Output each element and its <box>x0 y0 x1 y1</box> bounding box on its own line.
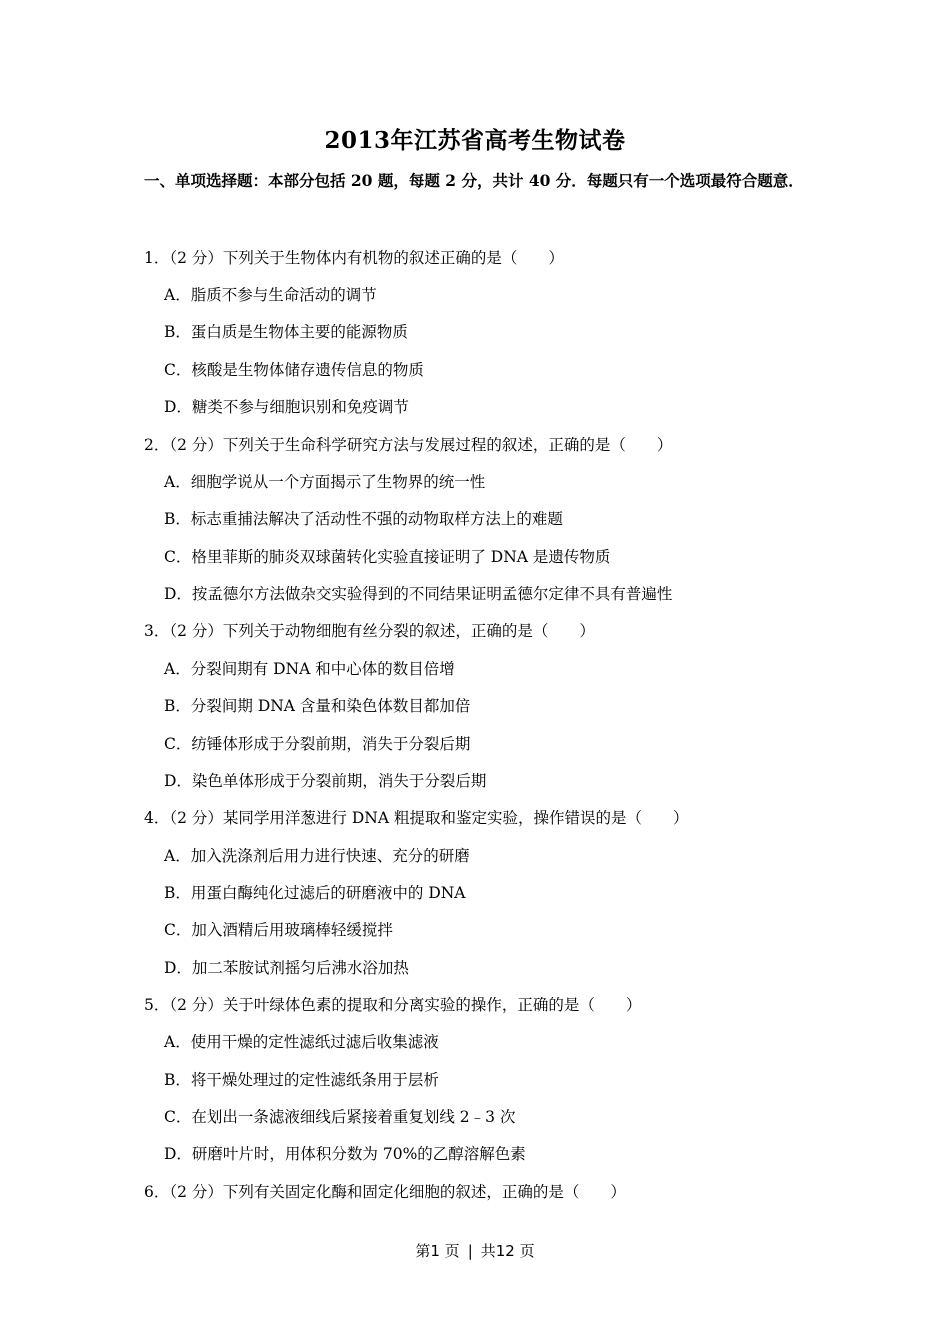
question-5-option-b: B．将干燥处理过的定性滤纸条用于层析 <box>164 1071 439 1089</box>
question-4-option-b: B．用蛋白酶纯化过滤后的研磨液中的 DNA <box>164 884 466 902</box>
section-heading: 一、单项选择题：本部分包括 20 题，每题 2 分，共计 40 分．每题只有一个选项最符合题意． <box>144 171 804 190</box>
page-number: 第1 页 <box>415 1242 460 1260</box>
question-3-stem: 3．（2 分）下列关于动物细胞有丝分裂的叙述，正确的是（ ） <box>144 622 595 640</box>
question-4-option-d: D．加二苯胺试剂摇匀后沸水浴加热 <box>164 959 409 977</box>
question-2-option-c: C．格里菲斯的肺炎双球菌转化实验直接证明了 DNA 是遗传物质 <box>164 548 611 566</box>
question-3-option-d: D．染色单体形成于分裂前期，消失于分裂后期 <box>164 772 487 790</box>
footer-separator: | <box>467 1242 473 1260</box>
question-1-option-c: C．核酸是生物体储存遗传信息的物质 <box>164 361 424 379</box>
question-6-stem: 6．（2 分）下列有关固定化酶和固定化细胞的叙述，正确的是（ ） <box>144 1183 626 1201</box>
question-4-option-a: A．加入洗涤剂后用力进行快速、充分的研磨 <box>164 847 470 865</box>
question-3-option-a: A．分裂间期有 DNA 和中心体的数目倍增 <box>164 660 455 678</box>
page-title: 2013年江苏省高考生物试卷 <box>324 127 626 154</box>
page-total: 共12 页 <box>480 1242 535 1260</box>
question-2-option-a: A．细胞学说从一个方面揭示了生物界的统一性 <box>164 473 486 491</box>
question-2-stem: 2．（2 分）下列关于生命科学研究方法与发展过程的叙述，正确的是（ ） <box>144 436 673 454</box>
question-5-stem: 5．（2 分）关于叶绿体色素的提取和分离实验的操作，正确的是（ ） <box>144 996 642 1014</box>
question-4-stem: 4．（2 分）某同学用洋葱进行 DNA 粗提取和鉴定实验，操作错误的是（ ） <box>144 809 689 827</box>
question-1-stem: 1．（2 分）下列关于生物体内有机物的叙述正确的是（ ） <box>144 249 564 267</box>
page-footer <box>0 1240 950 1261</box>
question-5-option-d: D．研磨叶片时，用体积分数为 70%的乙醇溶解色素 <box>164 1145 526 1163</box>
question-3-option-c: C．纺锤体形成于分裂前期，消失于分裂后期 <box>164 735 471 753</box>
question-3-option-b: B．分裂间期 DNA 含量和染色体数目都加倍 <box>164 697 471 715</box>
question-2-option-b: B．标志重捕法解决了活动性不强的动物取样方法上的难题 <box>164 510 563 528</box>
question-5-option-a: A．使用干燥的定性滤纸过滤后收集滤液 <box>164 1033 439 1051</box>
question-5-option-c: C．在划出一条滤液细线后紧接着重复划线 2﹣3 次 <box>164 1108 516 1126</box>
question-1-option-d: D．糖类不参与细胞识别和免疫调节 <box>164 398 409 416</box>
question-1-option-b: B．蛋白质是生物体主要的能源物质 <box>164 323 408 341</box>
question-1-option-a: A．脂质不参与生命活动的调节 <box>164 286 377 304</box>
question-2-option-d: D．按孟德尔方法做杂交实验得到的不同结果证明孟德尔定律不具有普遍性 <box>164 585 673 603</box>
question-4-option-c: C．加入酒精后用玻璃棒轻缓搅拌 <box>164 921 393 939</box>
